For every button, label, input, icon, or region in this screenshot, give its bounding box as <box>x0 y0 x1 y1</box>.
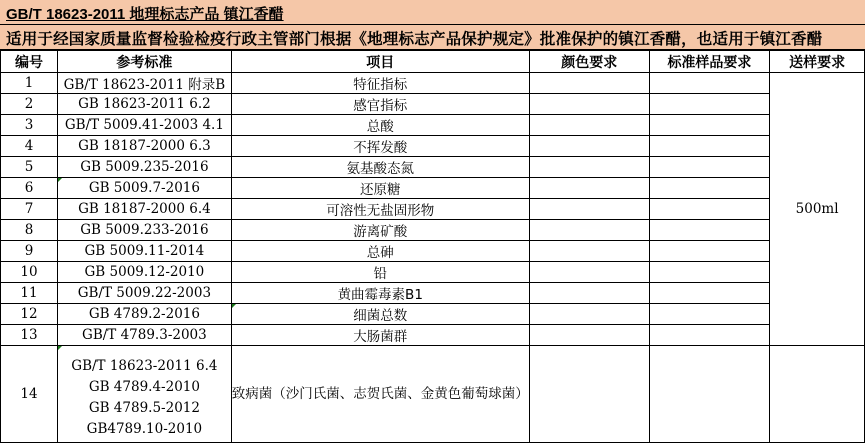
table-row <box>1 115 865 136</box>
header-standard-sample-requirement[interactable]: 标准样品要求 <box>649 51 769 73</box>
row-standard[interactable]: GB 18623-2011 6.2 <box>58 94 232 115</box>
row-color-cell[interactable] <box>529 136 649 157</box>
row-no[interactable]: 5 <box>1 157 58 178</box>
row-standard[interactable] <box>58 346 232 443</box>
row-sample-standard-cell[interactable] <box>649 283 769 304</box>
row-standard[interactable]: GB/T 4789.3-2003 <box>58 325 232 346</box>
standard-line: GB/T 18623-2011 6.4 <box>71 358 218 374</box>
row-sample-standard-cell[interactable] <box>649 94 769 115</box>
row-item[interactable]: 氨基酸态氮 <box>231 157 529 178</box>
row-color-cell[interactable] <box>529 94 649 115</box>
row-sample-requirement-cell[interactable] <box>770 346 865 443</box>
header-reference-standard[interactable]: 参考标准 <box>58 51 232 73</box>
table-row <box>1 157 865 178</box>
row-sample-standard-cell[interactable] <box>649 199 769 220</box>
row-color-cell[interactable] <box>529 73 649 94</box>
row-color-cell[interactable] <box>529 199 649 220</box>
row-sample-standard-cell[interactable] <box>649 73 769 94</box>
row-color-cell[interactable] <box>529 178 649 199</box>
row-sample-standard-cell[interactable] <box>649 325 769 346</box>
row-standard[interactable]: GB 18187-2000 6.3 <box>58 136 232 157</box>
row-sample-standard-cell[interactable] <box>649 157 769 178</box>
row-standard[interactable]: GB 5009.235-2016 <box>58 157 232 178</box>
standard-line: GB 4789.5-2012 <box>88 400 200 416</box>
header-row <box>1 51 865 73</box>
sample-requirement-cell[interactable]: 500ml <box>770 73 865 346</box>
header-sample-requirement[interactable]: 送样要求 <box>770 51 865 73</box>
row-item[interactable]: 不挥发酸 <box>231 136 529 157</box>
row-color-cell[interactable] <box>529 241 649 262</box>
row-sample-standard-cell[interactable] <box>649 346 769 443</box>
row-standard[interactable]: GB 5009.11-2014 <box>58 241 232 262</box>
row-color-cell[interactable] <box>529 115 649 136</box>
row-sample-standard-cell[interactable] <box>649 115 769 136</box>
row-standard[interactable]: GB 5009.233-2016 <box>58 220 232 241</box>
row-sample-standard-cell[interactable] <box>649 304 769 325</box>
table-row <box>1 73 865 94</box>
sheet-title: GB/T 18623-2011 地理标志产品 镇江香醋 <box>6 6 284 23</box>
table-row <box>1 262 865 283</box>
row-sample-standard-cell[interactable] <box>649 241 769 262</box>
row-standard[interactable]: GB 18187-2000 6.4 <box>58 199 232 220</box>
table-row <box>1 325 865 346</box>
row-color-cell[interactable] <box>529 262 649 283</box>
row-color-cell[interactable] <box>529 283 649 304</box>
standard-list <box>58 346 231 440</box>
row-sample-standard-cell[interactable] <box>649 220 769 241</box>
scope-text: 适用于经国家质量监督检验检疫行政主管部门根据《地理标志产品保护规定》批准保护的镇江香醋，也适用于镇江香醋 <box>6 30 823 48</box>
row-color-cell[interactable] <box>529 346 649 443</box>
table-row <box>1 283 865 304</box>
row-item[interactable]: 总砷 <box>231 241 529 262</box>
row-item[interactable]: 铅 <box>231 262 529 283</box>
row-no[interactable]: 8 <box>1 220 58 241</box>
row-sample-standard-cell[interactable] <box>649 136 769 157</box>
row-standard[interactable]: GB 4789.2-2016 <box>58 304 232 325</box>
scope-row[interactable] <box>0 25 865 50</box>
row-no[interactable]: 7 <box>1 199 58 220</box>
row-color-cell[interactable] <box>529 220 649 241</box>
standard-line: GB4789.10-2010 <box>86 421 203 437</box>
row-no[interactable]: 13 <box>1 325 58 346</box>
row-color-cell[interactable] <box>529 157 649 178</box>
row-standard[interactable]: GB 5009.7-2016 <box>58 178 232 199</box>
table-row <box>1 178 865 199</box>
row-color-cell[interactable] <box>529 304 649 325</box>
table-row <box>1 220 865 241</box>
header-no[interactable]: 编号 <box>1 51 58 73</box>
table-row <box>1 136 865 157</box>
row-item[interactable]: 游离矿酸 <box>231 220 529 241</box>
row-standard[interactable]: GB 5009.12-2010 <box>58 262 232 283</box>
row-item[interactable]: 黄曲霉毒素B1 <box>231 283 529 304</box>
row-no[interactable]: 14 <box>1 346 58 443</box>
row-no[interactable]: 10 <box>1 262 58 283</box>
row-no[interactable]: 9 <box>1 241 58 262</box>
table-row <box>1 304 865 325</box>
header-item[interactable]: 项目 <box>231 51 529 73</box>
row-item[interactable]: 可溶性无盐固形物 <box>231 199 529 220</box>
header-color-requirement[interactable]: 颜色要求 <box>529 51 649 73</box>
row-no[interactable]: 1 <box>1 73 58 94</box>
row-item[interactable]: 感官指标 <box>231 94 529 115</box>
table-row <box>1 241 865 262</box>
row-no[interactable]: 6 <box>1 178 58 199</box>
title-row[interactable] <box>0 0 865 25</box>
row-item[interactable]: 总酸 <box>231 115 529 136</box>
row-no[interactable]: 2 <box>1 94 58 115</box>
row-no[interactable]: 11 <box>1 283 58 304</box>
requirements-table <box>0 50 865 443</box>
row-item[interactable]: 还原糖 <box>231 178 529 199</box>
table-row <box>1 199 865 220</box>
row-item[interactable]: 致病菌（沙门氏菌、志贺氏菌、金黄色葡萄球菌） <box>231 346 529 443</box>
row-item[interactable]: 特征指标 <box>231 73 529 94</box>
row-sample-standard-cell[interactable] <box>649 262 769 283</box>
row-no[interactable]: 12 <box>1 304 58 325</box>
table-row <box>1 94 865 115</box>
standard-line: GB 4789.4-2010 <box>88 379 200 395</box>
row-standard[interactable]: GB/T 5009.41-2003 4.1 <box>58 115 232 136</box>
row-no[interactable]: 3 <box>1 115 58 136</box>
row-item[interactable]: 细菌总数 <box>231 304 529 325</box>
row-item[interactable]: 大肠菌群 <box>231 325 529 346</box>
row-standard[interactable]: GB/T 18623-2011 附录B <box>58 73 232 94</box>
row-standard[interactable]: GB/T 5009.22-2003 <box>58 283 232 304</box>
table-row <box>1 346 865 443</box>
row-sample-standard-cell[interactable] <box>649 178 769 199</box>
row-color-cell[interactable] <box>529 325 649 346</box>
row-no[interactable]: 4 <box>1 136 58 157</box>
